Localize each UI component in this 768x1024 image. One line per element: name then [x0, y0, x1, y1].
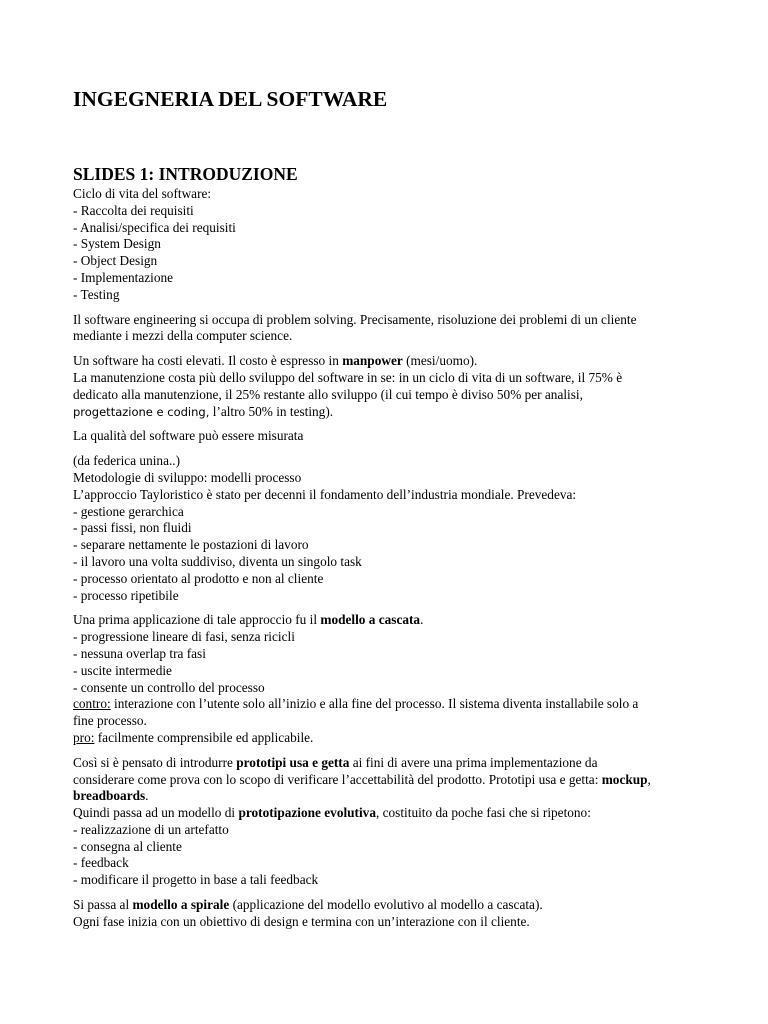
bold-term: prototipazione evolutiva — [238, 805, 376, 821]
contro-label: contro: — [73, 696, 111, 712]
text-run: Così si è pensato di introdurre — [73, 754, 237, 770]
document-body — [73, 186, 713, 931]
paragraph-line: Ogni fase inizia con un obiettivo di design e termina con un’interazione con il cliente. — [73, 913, 530, 929]
list-item: - il lavoro una volta suddiviso, diventa un singolo task — [73, 553, 362, 569]
bold-term: breadboards — [73, 788, 146, 804]
list-item: - nessuna overlap tra fasi — [73, 645, 206, 661]
text-run: facilmente comprensibile ed applicabile. — [94, 729, 314, 745]
bold-term: manpower — [342, 353, 403, 369]
text-run: Un software ha costi elevati. Il costo è espresso in — [73, 353, 343, 369]
list-item: - progressione lineare di fasi, senza ricicli — [73, 629, 295, 645]
text-run: ai fini di avere una prima implementazione da — [349, 754, 598, 770]
paragraph-line: Il software engineering si occupa di problem solving. Precisamente, risoluzione dei problemi di un cliente — [73, 311, 637, 327]
section-title: SLIDES 1: INTRODUZIONE — [73, 164, 298, 184]
list-item: - Implementazione — [73, 269, 174, 285]
text-run: . — [145, 788, 149, 804]
list-item: - processo orientato al prodotto e non al cliente — [73, 570, 324, 586]
list-item: - gestione gerarchica — [73, 503, 184, 519]
paragraph-line: L’approccio Tayloristico è stato per decenni il fondamento dell’industria mondiale. Prevedeva: — [73, 486, 577, 502]
paragraph-line — [73, 696, 713, 713]
list-item: - processo ripetibile — [73, 587, 179, 603]
paragraph-line — [73, 788, 713, 805]
list-item: - consegna al cliente — [73, 838, 182, 854]
paragraph-line: mediante i mezzi della computer science. — [73, 328, 293, 344]
list-item: - Object Design — [73, 253, 158, 269]
paragraph-line — [73, 612, 713, 629]
document-title: INGEGNERIA DEL SOFTWARE — [73, 87, 388, 111]
text-run: considerare come prova con lo scopo di verificare l’accettabilità del prodotto. Prototipi usa e getta: — [73, 771, 602, 787]
paragraph-line — [73, 897, 713, 914]
text-run: . — [420, 612, 424, 628]
paragraph-line — [73, 404, 713, 421]
paragraph-line: fine processo. — [73, 713, 147, 729]
bold-term: modello a cascata — [320, 612, 421, 628]
text-run: Una prima applicazione di tale approccio fu il — [73, 612, 321, 628]
paragraph-line — [73, 730, 713, 747]
text-run: progettazione e coding, — [73, 404, 210, 419]
text-run: Si passa al — [73, 897, 133, 913]
paragraph-line — [73, 805, 713, 822]
text-run: (mesi/uomo). — [402, 353, 478, 369]
text-run: , — [647, 771, 651, 787]
paragraph-line — [73, 772, 713, 789]
list-item: - System Design — [73, 236, 161, 252]
paragraph-line: Metodologie di sviluppo: modelli processo — [73, 469, 302, 485]
text-run: l’altro 50% in testing). — [209, 403, 334, 419]
paragraph-line: La qualità del software può essere misurata — [73, 428, 304, 444]
list-item: - consente un controllo del processo — [73, 679, 265, 695]
list-item: - uscite intermedie — [73, 662, 172, 678]
text-run: Quindi passa ad un modello di — [73, 805, 239, 821]
bold-term: modello a spirale — [132, 897, 230, 913]
list-item: - Testing — [73, 286, 120, 302]
list-item: - feedback — [73, 855, 129, 871]
list-item: - realizzazione di un artefatto — [73, 821, 229, 837]
lifecycle-heading: Ciclo di vita del software: — [73, 186, 212, 201]
paragraph-line — [73, 353, 713, 370]
text-run: (applicazione del modello evolutivo al modello a cascata). — [229, 897, 543, 913]
list-item: - separare nettamente le postazioni di lavoro — [73, 537, 309, 553]
list-item: - Raccolta dei requisiti — [73, 202, 194, 218]
paragraph-line: La manutenzione costa più dello sviluppo del software in se: in un ciclo di vita di un software, il 75% è — [73, 369, 623, 385]
paragraph-line — [73, 755, 713, 772]
bold-term: prototipi usa e getta — [236, 754, 350, 770]
paragraph-line: dedicato alla manutenzione, il 25% restante allo sviluppo (il cui tempo è diviso 50% per analisi, — [73, 386, 583, 402]
list-item: - Analisi/specifica dei requisiti — [73, 219, 236, 235]
bold-term: mockup — [601, 771, 648, 787]
text-run: interazione con l’utente solo all’inizio e alla fine del processo. Il sistema diventa installabile solo a — [110, 696, 639, 712]
pro-label: pro: — [73, 729, 95, 745]
text-run: , costituito da poche fasi che si ripetono: — [375, 805, 591, 821]
paragraph-line: (da federica unina..) — [73, 453, 181, 469]
list-item: - passi fissi, non fluidi — [73, 520, 192, 536]
list-item: - modificare il progetto in base a tali feedback — [73, 872, 319, 888]
